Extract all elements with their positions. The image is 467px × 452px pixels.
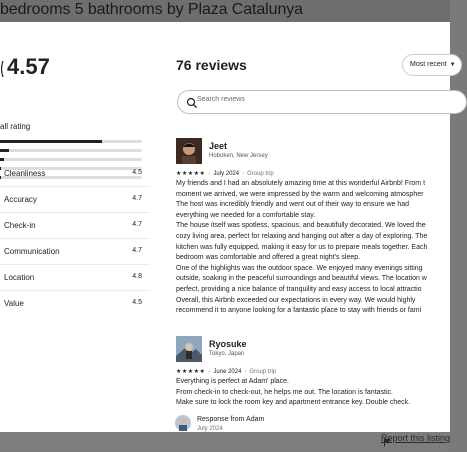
review-line: everything we needed for a comfortable stay. [176,211,316,219]
trip-type: Group trip [249,369,277,375]
category-name: Location [4,273,35,282]
star-rating: ★★★★★ [176,369,206,375]
review-line: perfect, providing a nice balance of tranquility and easy access to local attractio [176,285,422,293]
rating-bar-4 [0,149,142,152]
review-date: July 2024 [213,171,240,177]
review-date: June 2024 [213,369,242,375]
overall-rating-value: 4.57 [7,54,50,79]
rating-bar-5 [0,140,142,143]
review-line: moment we arrived, we were impressed by the warm and welcoming atmospher [176,190,424,198]
laurel-icon [0,58,4,76]
category-communication [0,239,150,265]
listing-title-bar [0,0,450,22]
host-response-date: July 2024 [197,426,223,432]
review-line: recommend it to anyone looking for a fantastic place to stay with friends or fami [176,307,422,315]
review-line: cozy living area, perfect for relaxing and hanging out after a day of exploring. The [176,232,428,240]
category-value: 4.7 [132,247,142,254]
trip-type: Group trip [247,171,274,177]
reviews-list-panel [165,22,456,432]
category-location [0,265,150,291]
sort-label: Most recent [410,61,447,68]
overall-rating-label: all rating [0,122,31,131]
category-accuracy [0,187,150,213]
overall-rating [0,54,50,80]
reviewer-location: Tokyo, Japan [209,351,245,357]
search-reviews-box[interactable] [177,90,467,114]
category-value: 4.7 [132,221,142,228]
review-line: The host was incredibly friendly and went out of their way to ensure we had [176,201,410,209]
avatar[interactable] [176,336,202,362]
rating-summary [0,22,150,432]
category-name: Communication [4,247,60,256]
host-avatar [175,415,191,431]
category-check-in [0,213,150,239]
review-meta: ★★★★★ · June 2024 · Group trip [176,369,277,375]
rating-bar-fill [0,149,9,152]
category-value: 4.8 [132,273,142,280]
review-text [176,377,466,409]
rating-bar-fill [0,140,102,143]
category-cleanliness [0,161,150,187]
review-text [176,179,466,317]
review-meta: ★★★★★ · July 2024 · Group trip [176,171,274,177]
review-line: bedroom was comfortable and offered a great night's sleep. [176,254,361,262]
review-line: From check-in to check-out, he helps me out. The location is fantastic. [176,388,393,396]
review-line: Everything is perfect at Adam' place. [176,378,290,385]
review-line: The house itself was spotless, spacious, and beautifully decorated. We loved the [176,222,426,230]
category-value-row [0,291,150,317]
category-name: Cleanliness [4,169,46,178]
reviews-modal [0,22,456,432]
category-name: Accuracy [4,195,37,204]
reviewer-name[interactable]: Ryosuke [209,339,247,349]
review-line: outside, soaking in the peaceful surroundings and beautiful views. The location w [176,275,427,283]
review-line: My friends and I had an absolutely amazing time at this wonderful Airbnb! From t [176,180,426,187]
reviews-count-title: 76 reviews [176,57,247,73]
search-reviews-input[interactable] [197,96,447,103]
listing-title: bedrooms 5 bathrooms by Plaza Catalunya [0,1,303,18]
host-response-label: Response from Adam [197,416,265,423]
category-value: 4.5 [132,169,142,176]
category-name: Check-in [4,221,36,230]
reviewer-location: Hoboken, New Jersey [209,153,268,159]
avatar[interactable] [176,138,202,164]
category-name: Value [4,299,24,308]
review-line: Make sure to lock the room key and apartment entrance key. Double check. [176,399,411,407]
chevron-down-icon: ▼ [449,62,456,68]
report-listing-link[interactable]: Report this listing [380,433,450,443]
review-line: One of the highlights was the outdoor space. We enjoyed many evenings sitting [176,264,423,272]
review-line: kitchen was fully equipped, making it easy for us to prepare meals together. Each [176,243,428,251]
review-line: Overall, this Airbnb exceeded our expectations in every way. We would highly [176,296,416,304]
category-value: 4.5 [132,299,142,306]
reviewer-name[interactable]: Jeet [209,141,228,151]
sort-dropdown[interactable] [402,54,462,76]
star-rating: ★★★★★ [176,171,206,177]
category-value: 4.7 [132,195,142,202]
